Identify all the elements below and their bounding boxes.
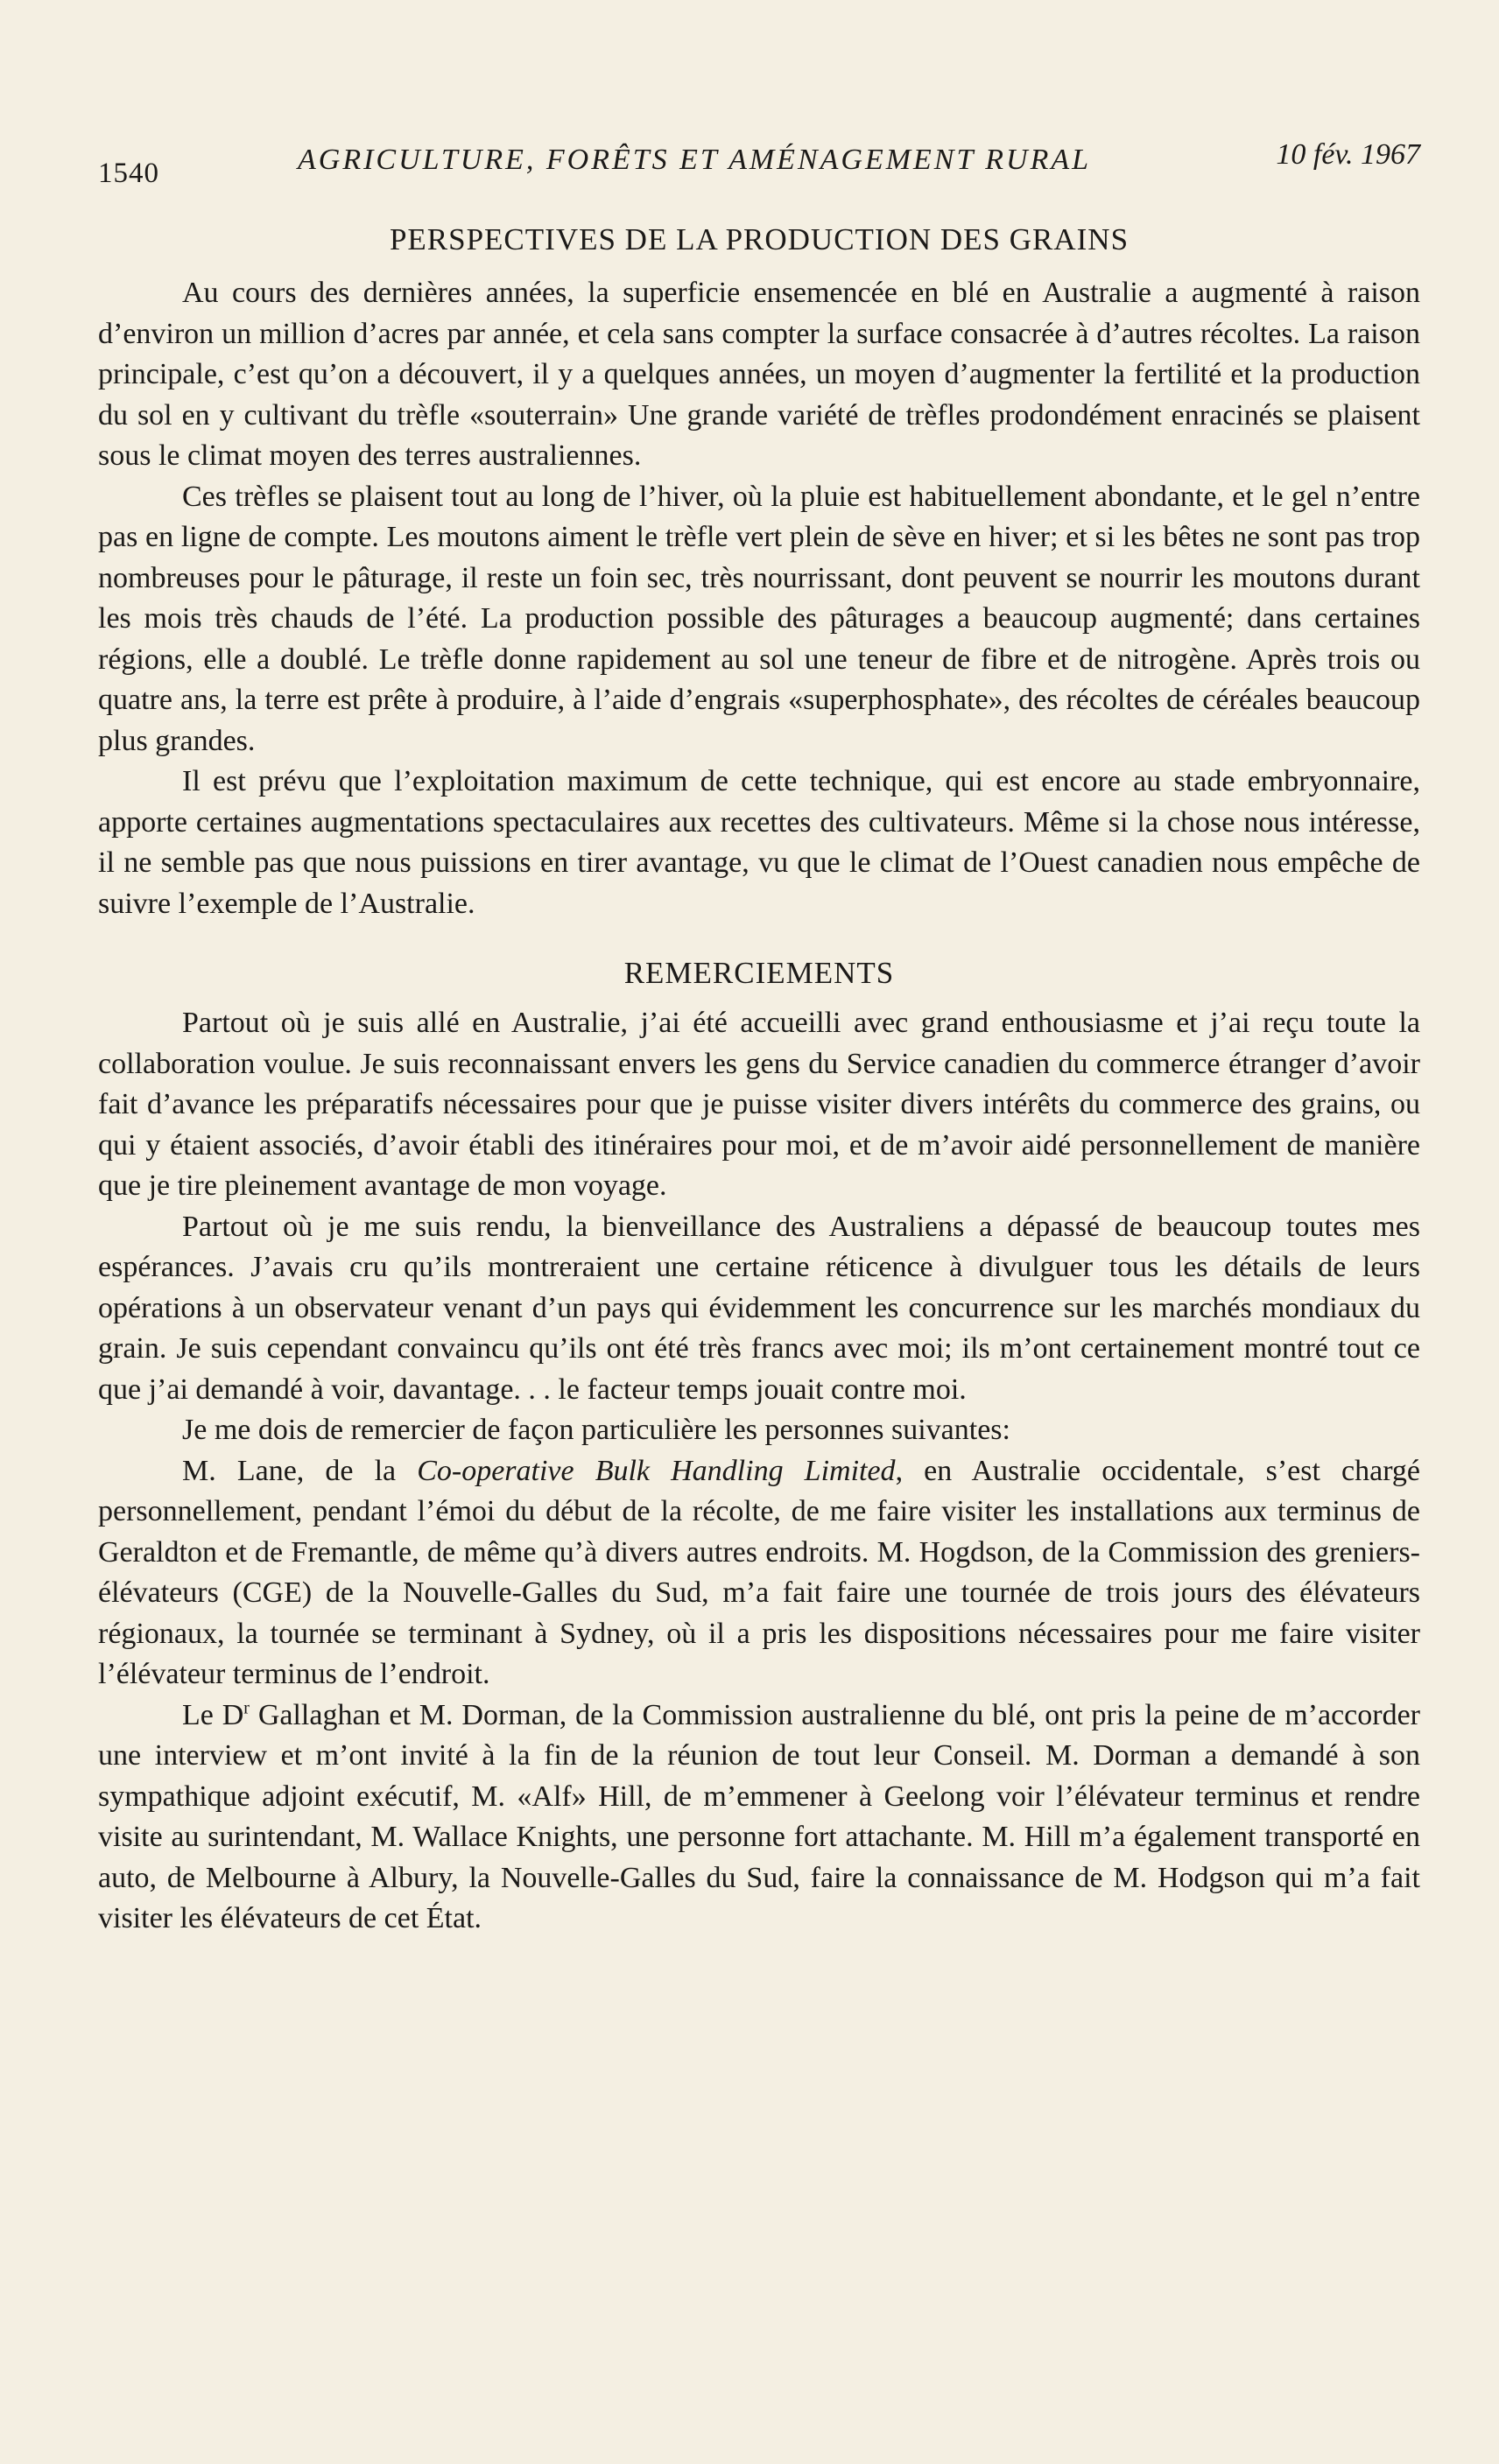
title-superscript: r — [243, 1698, 250, 1718]
paragraph: Au cours des dernières années, la superficie ensemencée en blé en Australie a augmenté à raison d’environ un million d’acres par année, et cela sans compter la surface consacrée à d’autres récoltes. La raison principale, c’est qu’on a découvert, il y a quelques années, un moyen d’augmenter la fertilité et la production du sol en y cultivant du trèfle «souterrain» Une grande variété de trèfles prodondément enracinés se plaisent sous le climat moyen des terres australiennes. — [98, 277, 1420, 472]
section-title-grain-production: PERSPECTIVES DE LA PRODUCTION DES GRAINS — [389, 222, 1130, 256]
paragraph: Ces trèfles se plaisent tout au long de l’hiver, où la pluie est habituellement abondante, et le gel n’entre pas en ligne de compte. Les moutons aiment le trèfle vert plein de sève en hiver; et si les bêtes ne sont pas trop nombreuses pour le pâturage, il reste un foin sec, très nourrissant, dont peuvent se nourrir les moutons durant les mois très chauds de l’été. La production possible des pâturages a beaucoup augmenté; dans certaines régions, elle a doublé. Le trèfle donne rapidement au sol une teneur de fibre et de nitrogène. Après trois ou quatre ans, la terre est prête à produire, à l’aide d’engrais «superphosphate», des récoltes de céréales beaucoup plus grandes. — [98, 480, 1420, 757]
section-title-acknowledgements: REMERCIEMENTS — [623, 956, 895, 990]
page-header — [98, 131, 1420, 193]
paragraph-gallaghan — [98, 1695, 1420, 1940]
paragraph-lane-start: M. Lane, de la — [182, 1454, 418, 1487]
paragraph-gallaghan-rest: Gallaghan et M. Dorman, de la Commission australienne du blé, ont pris la peine de m’accorder une interview et m’ont invité à la fin de la réunion de tout leur Conseil. M. Dorman a demandé à son sympathique adjoint exécutif, M. «Alf» Hill, de m’emmener à Geelong voir l’élévateur terminus et rendre visite au surintendant, M. Wallace Knights, une personne fort attachante. M. Hill m’a également transporté en auto, de Melbourne à Albury, la Nouvelle-Galles du Sud, faire la connaissance de M. Hodgson qui m’a fait visiter les élévateurs de cet État. — [98, 1698, 1420, 1934]
page-number: 1540 — [98, 158, 159, 189]
running-title: AGRICULTURE, FORÊTS ET AMÉNAGEMENT RURAL — [298, 144, 1092, 176]
document-page — [98, 131, 1420, 1940]
paragraph-lane — [98, 1451, 1420, 1695]
paragraph: Il est prévu que l’exploitation maximum de cette technique, qui est encore au stade embryonnaire, apporte certaines augmentations spectaculaires aux recettes des cultivateurs. Même si la chose nous intéresse, il ne semble pas que nous puissions en tirer avantage, vu que le climat de l’Ouest canadien nous empêche de suivre l’exemple de l’Australie. — [98, 765, 1420, 920]
paragraph-lane-rest: , en Australie occidentale, s’est chargé personnellement, pendant l’émoi du début de la récolte, de me faire visiter les installations aux terminus de Geraldton et de Fremantle, de même qu’à divers autres endroits. M. Hogdson, de la Commission des greniers-élévateurs (CGE) de la Nouvelle-Galles du Sud, m’a fait faire une tournée de trois jours des élévateurs régionaux, la tournée se terminant à Sydney, où il a pris les dispositions nécessaires pour me faire visiter l’élévateur terminus de l’endroit. — [98, 1454, 1420, 1690]
paragraph: Partout où je me suis rendu, la bienveillance des Australiens a dépassé de beaucoup toutes mes espérances. J’avais cru qu’ils montreraient une certaine réticence à divulguer tous les détails de leurs opérations à un observateur venant d’un pays qui évidemment les concurrence sur les marchés mondiaux du grain. Je suis cependant convaincu qu’ils ont été très francs avec moi; ils m’ont certainement montré tout ce que j’ai demandé à voir, davantage. . . le facteur temps jouait contre moi. — [98, 1210, 1420, 1406]
paragraph-gallaghan-start: Le D — [182, 1698, 244, 1731]
paragraph: Partout où je suis allé en Australie, j’ai été accueilli avec grand enthousiasme et j’ai reçu toute la collaboration voulue. Je suis reconnaissant envers les gens du Service canadien du commerce étranger d’avoir fait d’avance les préparatifs nécessaires pour que je puisse visiter divers intérêts du commerce des grains, ou qui y étaient associés, d’avoir établi des itinéraires pour moi, et de m’avoir aidé personnellement de manière que je tire pleinement avantage de mon voyage. — [98, 1007, 1420, 1202]
company-name: Co-operative Bulk Handling Limited — [417, 1454, 896, 1487]
paragraph: Je me dois de remercier de façon particulière les personnes suivantes: — [182, 1414, 1010, 1446]
running-date: 10 fév. 1967 — [1276, 138, 1420, 171]
